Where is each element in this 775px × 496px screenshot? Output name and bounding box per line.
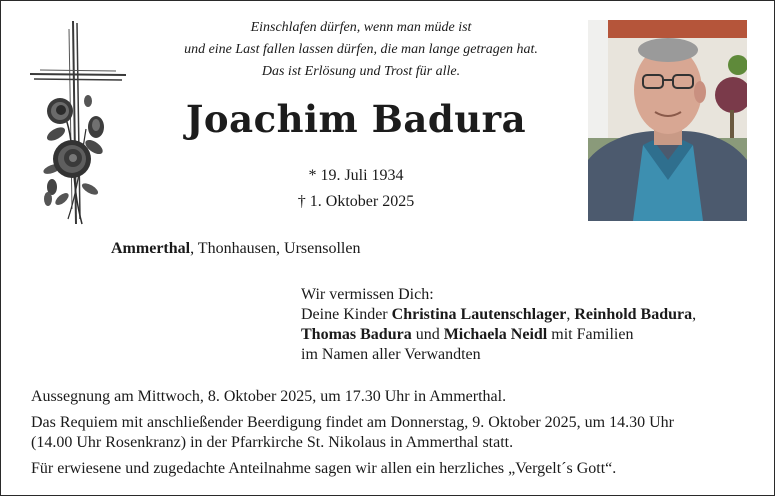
quote-line-2: und eine Last fallen lassen dürfen, die man lange getragen hat. bbox=[184, 42, 538, 57]
memorial-quote bbox=[141, 17, 581, 83]
separator-2: , bbox=[692, 306, 697, 323]
child-name-1: Christina Lautenschlager bbox=[391, 306, 567, 323]
child-name-4: Michaela Neidl bbox=[443, 326, 548, 343]
places-line bbox=[111, 240, 360, 258]
requiem-info-1: Das Requiem mit anschließender Beerdigung findet am Donnerstag, 9. Oktober 2025, um 14.30 Uhr bbox=[31, 414, 674, 431]
mourners-intro: Wir vermissen Dich: bbox=[301, 286, 434, 303]
deceased-name: Joachim Badura bbox=[185, 97, 527, 141]
children-prefix: Deine Kinder bbox=[301, 306, 392, 323]
blessing-info: Aussegnung am Mittwoch, 8. Oktober 2025, um 17.30 Uhr in Ammerthal. bbox=[31, 388, 507, 405]
mourners-block bbox=[301, 285, 696, 365]
quote-line-1: Einschlafen dürfen, wenn man müde ist bbox=[250, 20, 472, 35]
place-others: , Thonhausen, Ursensollen bbox=[190, 240, 361, 257]
child-name-3: Thomas Badura bbox=[301, 326, 412, 343]
cross-with-roses-icon bbox=[26, 19, 131, 231]
relatives-line: im Namen aller Verwandten bbox=[301, 346, 481, 363]
child-name-2: Reinhold Badura bbox=[574, 306, 693, 323]
place-main: Ammerthal bbox=[111, 240, 191, 257]
life-dates bbox=[201, 163, 511, 215]
with-families: mit Familien bbox=[547, 326, 634, 343]
funeral-info bbox=[31, 387, 751, 479]
requiem-info-2: (14.00 Uhr Rosenkranz) in der Pfarrkirche St. Nikolaus in Ammerthal statt. bbox=[31, 434, 514, 451]
quote-line-3: Das ist Erlösung und Trost für alle. bbox=[261, 64, 461, 79]
separator-1: , bbox=[566, 306, 575, 323]
death-date: † 1. Oktober 2025 bbox=[297, 193, 415, 210]
birth-date: * 19. Juli 1934 bbox=[308, 167, 404, 184]
mourners-line-2 bbox=[301, 305, 696, 325]
portrait-photo bbox=[588, 20, 747, 221]
conjunction-and: und bbox=[411, 326, 444, 343]
mourners-line-3 bbox=[301, 325, 696, 345]
thanks-line: Für erwiesene und zugedachte Anteilnahme sagen wir allen ein herzliches „Vergelt´s Gott“. bbox=[31, 460, 617, 477]
